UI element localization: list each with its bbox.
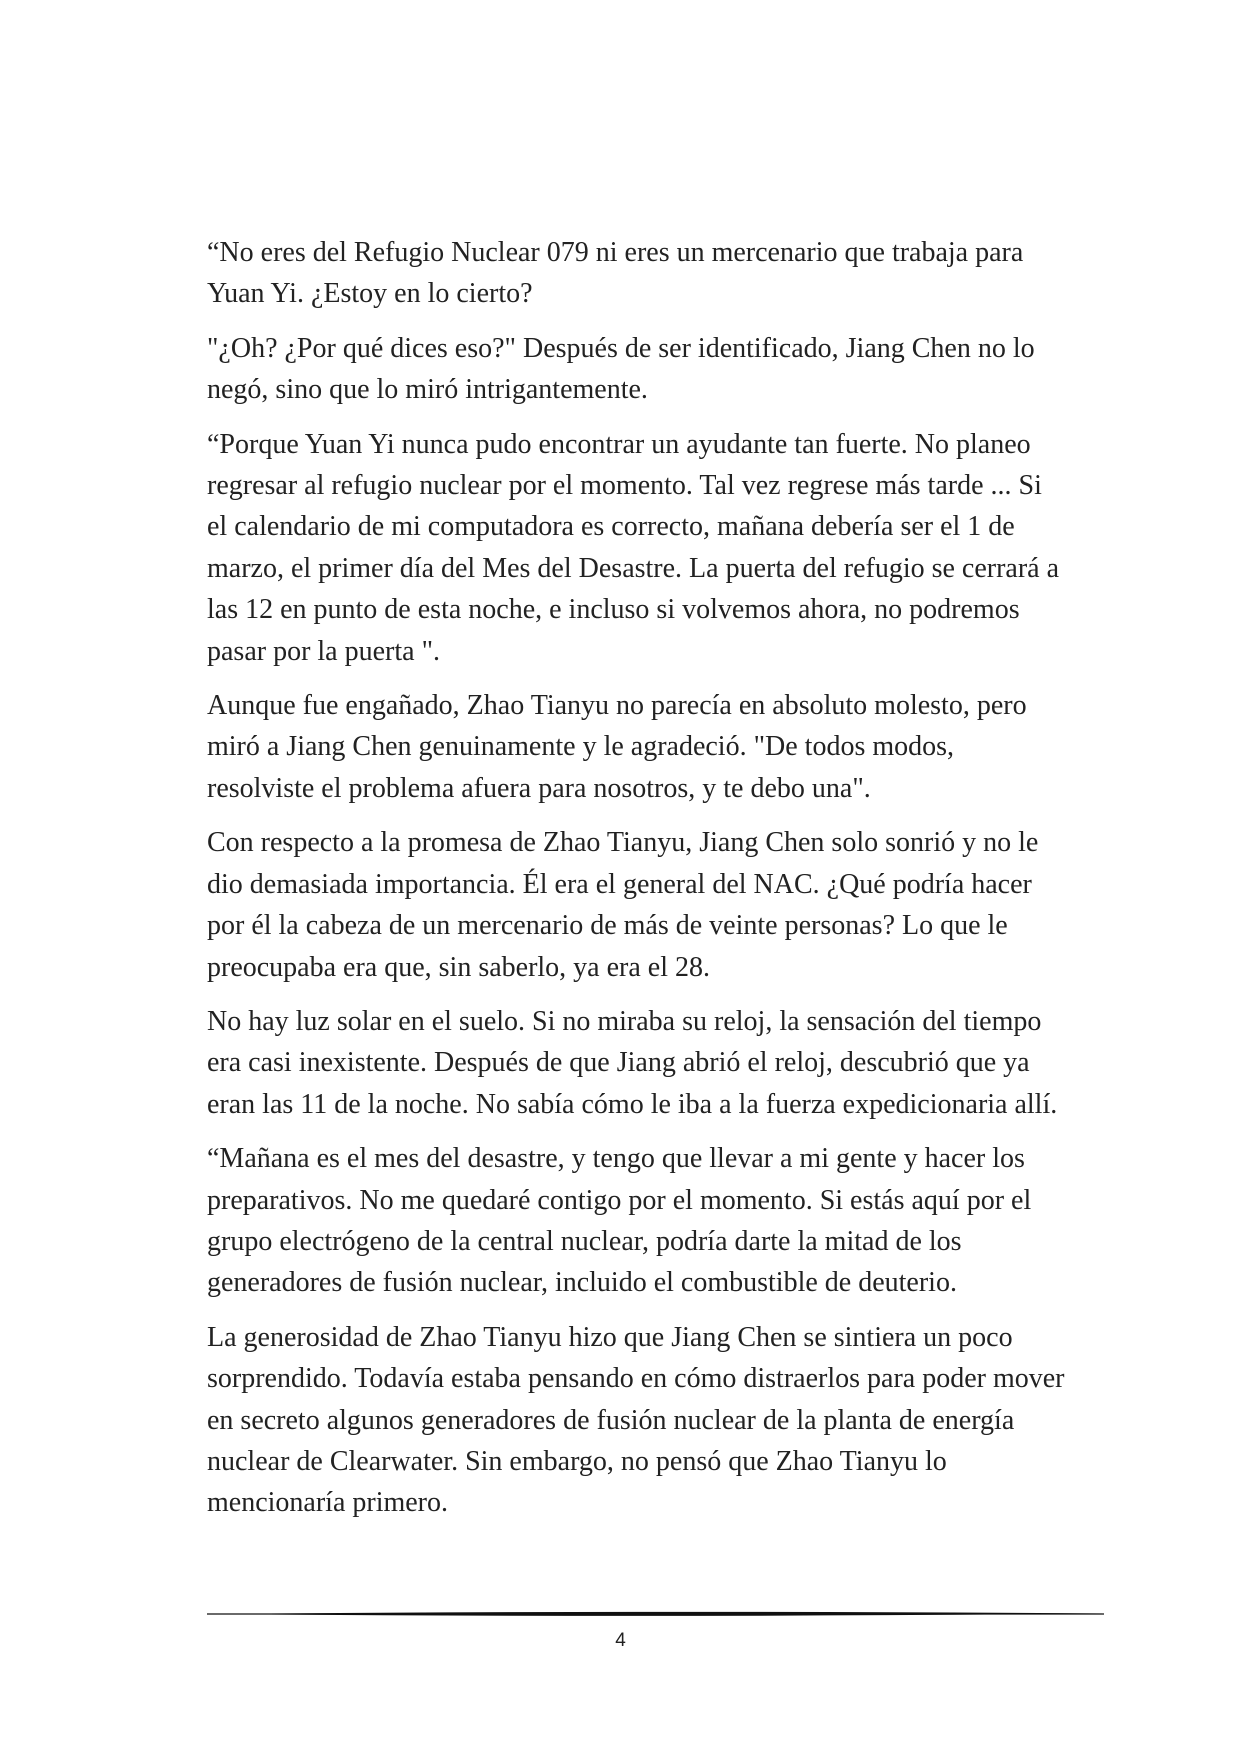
footer-divider (207, 1609, 1104, 1619)
paragraph: La generosidad de Zhao Tianyu hizo que Jiang Chen se sintiera un poco sorprendido. Todavía estaba pensando en cómo distraerlos para poder mover en secreto algunos generadores de fusión nuclear de la planta de energía nuclear de Clearwater. Sin embargo, no pensó que Zhao Tianyu lo mencionaría primero. (207, 1321, 1065, 1519)
paragraph: Aunque fue engañado, Zhao Tianyu no parecía en absoluto molesto, pero miró a Jiang Chen genuinamente y le agradeció. "De todos modos, resolviste el problema afuera para nosotros, y te debo una". (207, 690, 1027, 804)
paragraph: “No eres del Refugio Nuclear 079 ni eres un mercenario que trabaja para Yuan Yi. ¿Estoy en lo cierto? (207, 237, 1024, 310)
paragraph: “Porque Yuan Yi nunca pudo encontrar un ayudante tan fuerte. No planeo regresar al refugio nuclear por el momento. Tal vez regrese más tarde ... Si el calendario de mi computadora es correcto, mañana debería ser el 1 de marzo, el primer día del Mes del Desastre. La puerta del refugio se cerrará a las 12 en punto de esta noche, e incluso si volvemos ahora, no podremos pasar por la puerta ". (207, 428, 1060, 667)
page-number: 4 (615, 1630, 626, 1651)
body-text (207, 232, 1067, 1537)
paragraph: “Mañana es el mes del desastre, y tengo que llevar a mi gente y hacer los preparativos. No me quedaré contigo por el momento. Si estás aquí por el grupo electrógeno de la central nuclear, podría darte la mitad de los generadores de fusión nuclear, incluido el combustible de deuterio. (207, 1143, 1032, 1299)
paragraph: "¿Oh? ¿Por qué dices eso?" Después de ser identificado, Jiang Chen no lo negó, sino que lo miró intrigantemente. (207, 332, 1035, 406)
paragraph: Con respecto a la promesa de Zhao Tianyu, Jiang Chen solo sonrió y no le dio demasiada importancia. Él era el general del NAC. ¿Qué podría hacer por él la cabeza de un mercenario de más de veinte personas? Lo que le preocupaba era que, sin saberlo, ya era el 28. (207, 827, 1039, 983)
paragraph: No hay luz solar en el suelo. Si no miraba su reloj, la sensación del tiempo era casi inexistente. Después de que Jiang abrió el reloj, descubrió que ya eran las 11 de la noche. No sabía cómo le iba a la fuerza expedicionaria allí. (207, 1005, 1058, 1120)
